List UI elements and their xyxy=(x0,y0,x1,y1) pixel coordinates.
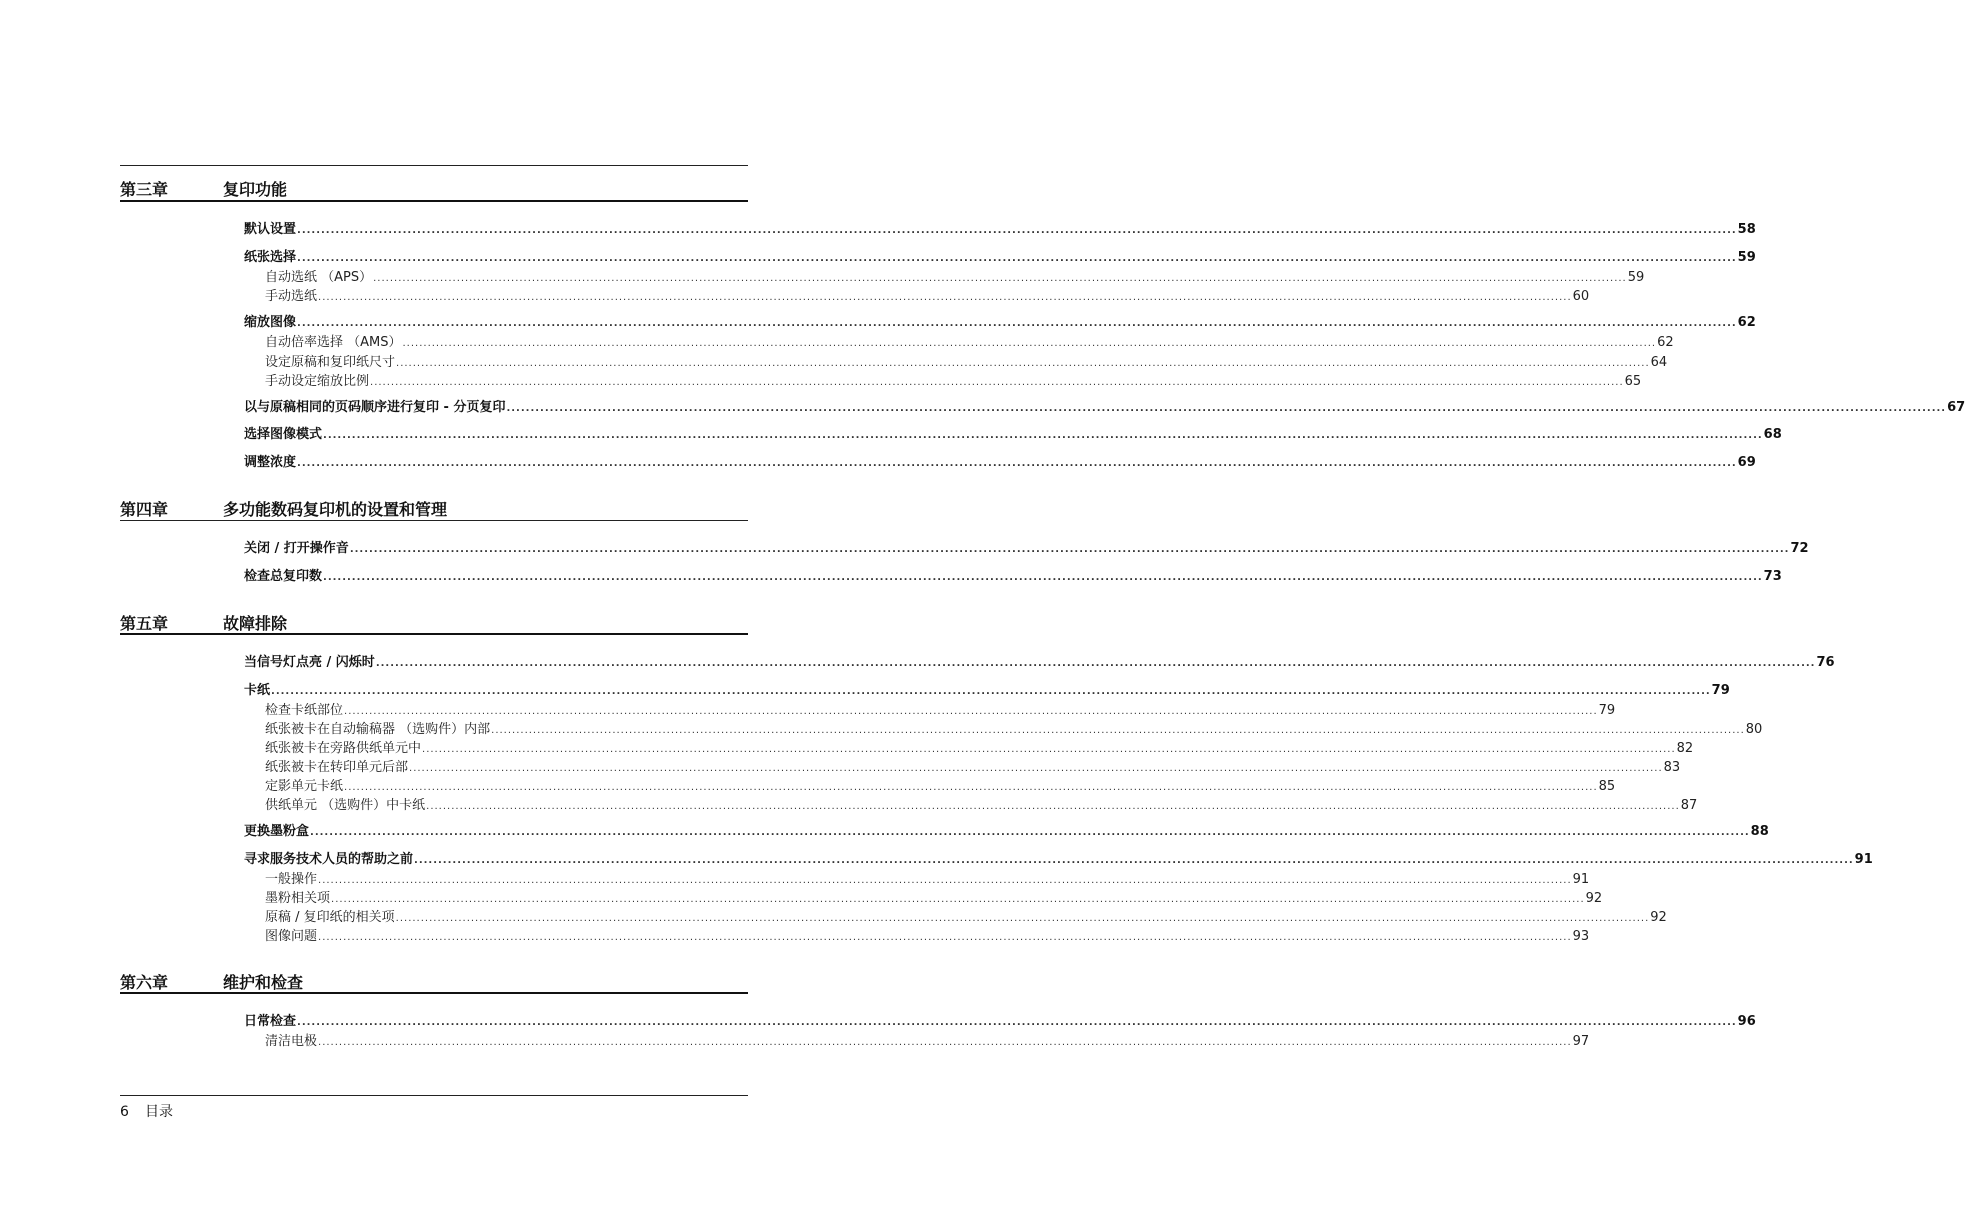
toc-entry[interactable] xyxy=(244,850,1873,869)
dot-leader: ............................................................................................................................................................................................................................................................................................................ xyxy=(396,358,1650,369)
toc-entry-page: 80 xyxy=(1745,722,1763,737)
toc-entry-title: 缩放图像 xyxy=(244,315,297,330)
toc-entry-page: 62 xyxy=(1657,335,1674,350)
chapter-title: 多功能数码复印机的设置和管理 xyxy=(223,500,448,519)
toc-entry-page: 87 xyxy=(1680,798,1698,813)
toc-entry[interactable] xyxy=(244,653,1835,672)
dot-leader: ............................................................................................................................................................................................................................................................................................................ xyxy=(373,273,1627,284)
toc-subentry[interactable] xyxy=(265,927,1590,946)
toc-subentry[interactable] xyxy=(265,720,1763,739)
toc-subentry[interactable] xyxy=(265,1032,1590,1051)
dot-leader: ............................................................................................................................................................................................................................................................................................................ xyxy=(402,338,1657,349)
toc-entry-page: 91 xyxy=(1854,852,1873,867)
dot-leader: ............................................................................................................................................................................................................................................................................................................ xyxy=(491,725,1745,736)
toc-entry-page: 64 xyxy=(1650,355,1668,370)
dot-leader: ............................................................................................................................................................................................................................................................................................................ xyxy=(370,377,1624,388)
toc-entry-title: 更换墨粉盒 xyxy=(244,824,310,839)
toc-entry[interactable] xyxy=(244,681,1730,700)
toc-entry-page: 93 xyxy=(1572,929,1590,944)
dot-leader: ............................................................................................................................................................................................................................................................................................................ xyxy=(318,932,1572,943)
toc-entry-title: 纸张被卡在转印单元后部 xyxy=(265,760,409,775)
toc-entry-page: 88 xyxy=(1750,824,1769,839)
chapter-title: 维护和检查 xyxy=(223,973,304,992)
toc-entry-page: 79 xyxy=(1598,703,1616,718)
toc-entry-title: 一般操作 xyxy=(265,872,318,887)
toc-entry-title: 供纸单元 （选购件）中卡纸 xyxy=(265,798,426,813)
toc-entry-title: 墨粉相关项 xyxy=(265,891,331,906)
toc-entry-title: 手动设定缩放比例 xyxy=(265,374,370,389)
toc-entry[interactable] xyxy=(244,453,1756,472)
toc-entry[interactable] xyxy=(244,313,1756,332)
dot-leader: ............................................................................................................................................................................................................................................................................................................ xyxy=(318,292,1572,303)
toc-entry-page: 65 xyxy=(1624,374,1642,389)
toc-entry[interactable] xyxy=(244,398,1965,417)
toc-entry-page: 58 xyxy=(1737,222,1756,237)
dot-leader: ............................................................................................................................................................................................................................................................................................................ xyxy=(426,801,1680,812)
dot-leader: ............................................................................................................................................................................................................................................................................................................ xyxy=(271,686,1711,697)
toc-entry-title: 纸张被卡在旁路供纸单元中 xyxy=(265,741,422,756)
toc-entry-page: 92 xyxy=(1650,910,1667,925)
toc-entry-page: 62 xyxy=(1737,315,1756,330)
dot-leader: ............................................................................................................................................................................................................................................................................................................ xyxy=(506,403,1947,414)
toc-entry-page: 97 xyxy=(1572,1034,1590,1049)
toc-entry-page: 73 xyxy=(1763,569,1782,584)
chapter-rule xyxy=(120,633,748,635)
dot-leader: ............................................................................................................................................................................................................................................................................................................ xyxy=(422,744,1676,755)
toc-entry-title: 清洁电极 xyxy=(265,1034,318,1049)
footer-page-number: 6 xyxy=(120,1104,129,1120)
toc-entry-page: 76 xyxy=(1816,655,1835,670)
toc-subentry[interactable] xyxy=(265,739,1694,758)
toc-entry[interactable] xyxy=(244,822,1769,841)
toc-entry-page: 59 xyxy=(1627,270,1645,285)
dot-leader: ............................................................................................................................................................................................................................................................................................................ xyxy=(409,763,1663,774)
dot-leader: ............................................................................................................................................................................................................................................................................................................ xyxy=(344,782,1598,793)
chapter-number: 第四章 xyxy=(120,500,169,519)
toc-entry-title: 日常检查 xyxy=(244,1014,297,1029)
toc-entry-title: 定影单元卡纸 xyxy=(265,779,344,794)
toc-subentry[interactable] xyxy=(265,701,1616,720)
toc-entry-page: 60 xyxy=(1572,289,1590,304)
toc-entry-page: 59 xyxy=(1737,250,1756,265)
toc-subentry[interactable] xyxy=(265,372,1642,391)
toc-subentry[interactable] xyxy=(265,353,1668,372)
toc-subentry[interactable] xyxy=(265,796,1698,815)
dot-leader: ............................................................................................................................................................................................................................................................................................................ xyxy=(318,875,1572,886)
toc-entry-title: 图像问题 xyxy=(265,929,318,944)
toc-entry-title: 寻求服务技术人员的帮助之前 xyxy=(244,852,414,867)
toc-entry-page: 79 xyxy=(1711,683,1730,698)
dot-leader: ............................................................................................................................................................................................................................................................................................................ xyxy=(375,658,1816,669)
toc-subentry[interactable] xyxy=(265,333,1674,352)
chapter-number: 第五章 xyxy=(120,614,169,633)
toc-entry[interactable] xyxy=(244,1012,1756,1031)
toc-entry[interactable] xyxy=(244,425,1782,444)
toc-entry[interactable] xyxy=(244,220,1756,239)
chapter-title: 故障排除 xyxy=(223,614,288,633)
top-rule xyxy=(120,165,748,166)
toc-subentry[interactable] xyxy=(265,777,1616,796)
toc-entry-title: 关闭 / 打开操作音 xyxy=(244,541,349,556)
dot-leader: ............................................................................................................................................................................................................................................................................................................ xyxy=(297,1017,1737,1028)
toc-entry-page: 92 xyxy=(1585,891,1603,906)
toc-entry-title: 自动倍率选择 （AMS） xyxy=(265,335,402,350)
dot-leader: ............................................................................................................................................................................................................................................................................................................ xyxy=(344,706,1598,717)
toc-subentry[interactable] xyxy=(265,908,1667,927)
toc-entry-title: 纸张选择 xyxy=(244,250,297,265)
toc-entry-title: 自动选纸 （APS） xyxy=(265,270,373,285)
toc-subentry[interactable] xyxy=(265,870,1590,889)
dot-leader: ............................................................................................................................................................................................................................................................................................................ xyxy=(297,253,1737,264)
toc-entry-title: 选择图像模式 xyxy=(244,427,323,442)
chapter-rule xyxy=(120,992,748,994)
chapter-rule xyxy=(120,520,748,521)
toc-entry[interactable] xyxy=(244,567,1782,586)
toc-subentry[interactable] xyxy=(265,287,1590,306)
dot-leader: ............................................................................................................................................................................................................................................................................................................ xyxy=(310,827,1750,838)
toc-entry-page: 85 xyxy=(1598,779,1616,794)
toc-subentry[interactable] xyxy=(265,268,1645,287)
toc-entry-page: 82 xyxy=(1676,741,1694,756)
toc-entry-title: 默认设置 xyxy=(244,222,297,237)
dot-leader: ............................................................................................................................................................................................................................................................................................................ xyxy=(323,430,1763,441)
toc-entry-title: 当信号灯点亮 / 闪烁时 xyxy=(244,655,375,670)
toc-entry-title: 卡纸 xyxy=(244,683,271,698)
toc-entry-title: 检查卡纸部位 xyxy=(265,703,344,718)
toc-entry-title: 检查总复印数 xyxy=(244,569,323,584)
dot-leader: ............................................................................................................................................................................................................................................................................................................ xyxy=(318,1037,1572,1048)
toc-entry[interactable] xyxy=(244,539,1809,558)
toc-entry-page: 96 xyxy=(1737,1014,1756,1029)
chapter-number: 第三章 xyxy=(120,180,169,199)
dot-leader: ............................................................................................................................................................................................................................................................................................................ xyxy=(297,318,1737,329)
footer-rule xyxy=(120,1095,748,1096)
toc-entry-title: 设定原稿和复印纸尺寸 xyxy=(265,355,396,370)
toc-entry-title: 以与原稿相同的页码顺序进行复印 - 分页复印 xyxy=(244,400,506,415)
toc-entry-page: 83 xyxy=(1663,760,1681,775)
chapter-title: 复印功能 xyxy=(223,180,288,199)
toc-entry-title: 调整浓度 xyxy=(244,455,297,470)
toc-entry-title: 手动选纸 xyxy=(265,289,318,304)
toc-entry[interactable] xyxy=(244,248,1756,267)
toc-entry-page: 68 xyxy=(1763,427,1782,442)
chapter-rule xyxy=(120,200,748,202)
toc-entry-title: 纸张被卡在自动输稿器 （选购件）内部 xyxy=(265,722,491,737)
dot-leader: ............................................................................................................................................................................................................................................................................................................ xyxy=(323,572,1763,583)
dot-leader: ............................................................................................................................................................................................................................................................................................................ xyxy=(349,544,1790,555)
dot-leader: ............................................................................................................................................................................................................................................................................................................ xyxy=(297,458,1737,469)
chapter-number: 第六章 xyxy=(120,973,169,992)
footer-section-title: 目录 xyxy=(145,1104,173,1120)
dot-leader: ............................................................................................................................................................................................................................................................................................................ xyxy=(331,894,1585,905)
toc-entry-page: 67 xyxy=(1947,400,1965,415)
toc-subentry[interactable] xyxy=(265,758,1681,777)
dot-leader: ............................................................................................................................................................................................................................................................................................................ xyxy=(395,913,1650,924)
dot-leader: ............................................................................................................................................................................................................................................................................................................ xyxy=(297,225,1737,236)
toc-entry-page: 91 xyxy=(1572,872,1590,887)
toc-entry-page: 69 xyxy=(1737,455,1756,470)
toc-entry-title: 原稿 / 复印纸的相关项 xyxy=(265,910,395,925)
dot-leader: ............................................................................................................................................................................................................................................................................................................ xyxy=(414,855,1854,866)
toc-entry-page: 72 xyxy=(1790,541,1809,556)
toc-subentry[interactable] xyxy=(265,889,1603,908)
